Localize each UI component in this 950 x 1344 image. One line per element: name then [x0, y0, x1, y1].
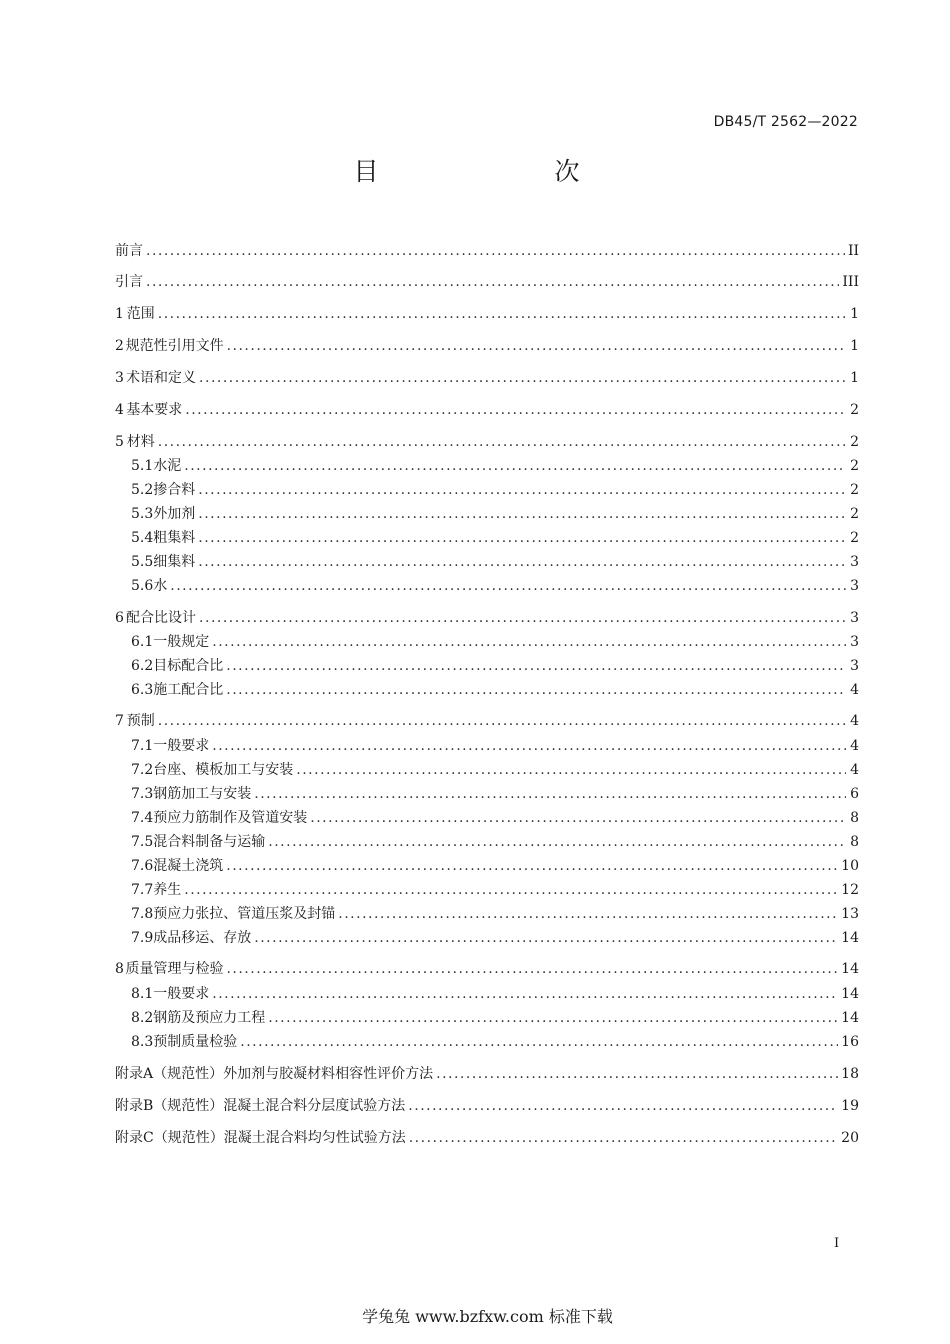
- toc-entry-label: 养生: [153, 882, 182, 898]
- toc-leader-dots: [436, 1064, 838, 1084]
- toc-entry[interactable]: [131, 504, 859, 524]
- toc-entry-label: 钢筋及预应力工程: [153, 1010, 266, 1026]
- toc-entry-label: 一般要求: [153, 986, 210, 1002]
- toc-leader-dots: [296, 760, 846, 780]
- toc-entry-label: 质量管理与检验: [125, 961, 224, 977]
- toc-entry-page: 19: [841, 1098, 859, 1114]
- toc-entry[interactable]: [131, 456, 859, 476]
- toc-entry-number: 7.2: [131, 762, 154, 778]
- toc-entry-page: 14: [841, 986, 859, 1002]
- toc-entry-number: 5.5: [131, 554, 154, 570]
- toc-entry[interactable]: [131, 632, 859, 652]
- toc-leader-dots: [310, 808, 846, 828]
- toc-leader-dots: [199, 368, 846, 388]
- toc-entry[interactable]: [115, 241, 859, 261]
- toc-leader-dots: [240, 1032, 838, 1052]
- toc-entry[interactable]: [115, 959, 859, 979]
- toc-entry[interactable]: [131, 880, 859, 900]
- toc-entry-page: 14: [841, 930, 859, 946]
- toc-entry-label: 预制: [126, 713, 155, 729]
- toc-entry-label: 钢筋加工与安装: [153, 786, 252, 802]
- toc-entry[interactable]: [115, 336, 859, 356]
- toc-entry-number: 8.1: [131, 986, 154, 1002]
- toc-entry-label: 术语和定义: [126, 370, 197, 386]
- toc-entry-page: 2: [850, 434, 859, 450]
- toc-entry[interactable]: [131, 680, 859, 700]
- toc-leader-dots: [158, 711, 846, 731]
- toc-entry-page: 3: [850, 578, 859, 594]
- toc-leader-dots: [146, 272, 839, 292]
- toc-leader-dots: [158, 304, 846, 324]
- toc-entry-number: 7.6: [131, 858, 154, 874]
- toc-entry[interactable]: [115, 711, 859, 731]
- toc-entry-page: 8: [850, 834, 859, 850]
- toc-leader-dots: [338, 904, 838, 924]
- toc-entry-label: 水: [153, 578, 168, 594]
- toc-entry-page: 18: [841, 1066, 859, 1082]
- toc-leader-dots: [212, 736, 846, 756]
- toc-entry-page: 1: [850, 338, 859, 354]
- toc-entry-number: 7.5: [131, 834, 154, 850]
- toc-entry-label: 一般规定: [153, 634, 210, 650]
- toc-entry-page: II: [847, 243, 859, 259]
- toc-entry-number: 5.2: [131, 482, 154, 498]
- toc-entry-label: 施工配合比: [153, 682, 224, 698]
- toc-entry[interactable]: [131, 576, 859, 596]
- toc-entry-number: 7.4: [131, 810, 154, 826]
- toc-entry[interactable]: [131, 856, 859, 876]
- toc-leader-dots: [170, 576, 846, 596]
- toc-entry-label: 混凝土浇筑: [153, 858, 224, 874]
- toc-entry-page: 4: [850, 682, 859, 698]
- toc-entry[interactable]: [131, 808, 859, 828]
- toc-entry-page: 1: [850, 370, 859, 386]
- toc-leader-dots: [254, 784, 846, 804]
- toc-entry-number: 5.3: [131, 506, 154, 522]
- toc-entry-label: 一般要求: [153, 738, 210, 754]
- toc-entry-page: 14: [841, 1010, 859, 1026]
- toc-leader-dots: [146, 241, 845, 261]
- toc-entry[interactable]: [115, 272, 859, 292]
- toc-leader-dots: [198, 504, 846, 524]
- toc-entry-label: 范围: [126, 306, 155, 322]
- toc-entry-number: 4: [115, 402, 124, 418]
- toc-leader-dots: [268, 1008, 838, 1028]
- toc-entry-page: 3: [850, 634, 859, 650]
- toc-entry-page: 3: [850, 610, 859, 626]
- toc-entry[interactable]: [115, 368, 859, 388]
- toc-entry-label: 预制质量检验: [153, 1034, 238, 1050]
- toc-entry-number: 1: [115, 306, 124, 322]
- toc-leader-dots: [185, 400, 846, 420]
- toc-entry[interactable]: [115, 400, 859, 420]
- toc-entry-number: 附录C（规范性）: [115, 1130, 224, 1146]
- page-number: I: [834, 1236, 840, 1251]
- toc-entry-number: 6.2: [131, 658, 154, 674]
- toc-entry[interactable]: [131, 904, 859, 924]
- toc-entry-label: 掺合料: [153, 482, 196, 498]
- toc-leader-dots: [254, 928, 838, 948]
- toc-leader-dots: [268, 832, 846, 852]
- toc-entry[interactable]: [131, 784, 859, 804]
- toc-entry-number: 5.1: [131, 458, 154, 474]
- toc-entry-number: 6.3: [131, 682, 154, 698]
- toc-entry-label: 规范性引用文件: [125, 338, 224, 354]
- toc-entry-label: 混合料制备与运输: [153, 834, 266, 850]
- toc-entry-page: 8: [850, 810, 859, 826]
- toc-entry-page: 2: [850, 402, 859, 418]
- toc-entry-page: 3: [850, 658, 859, 674]
- toc-entry-number: 2: [115, 338, 124, 354]
- toc-entry-page: 16: [841, 1034, 859, 1050]
- toc-leader-dots: [158, 432, 846, 452]
- toc-entry-number: 8: [115, 961, 124, 977]
- toc-entry[interactable]: [131, 552, 859, 572]
- toc-entry[interactable]: [131, 760, 859, 780]
- toc-entry-number: 6.1: [131, 634, 154, 650]
- toc-entry-number: 7.3: [131, 786, 154, 802]
- toc-entry-label: 成品移运、存放: [153, 930, 252, 946]
- toc-entry-label: 目标配合比: [153, 658, 224, 674]
- toc-entry-number: 7: [115, 713, 124, 729]
- page-title: 目 次: [353, 157, 622, 186]
- toc-entry[interactable]: [115, 432, 859, 452]
- toc-entry-number: 5.6: [131, 578, 154, 594]
- toc-leader-dots: [226, 959, 838, 979]
- toc-entry-page: 2: [850, 458, 859, 474]
- toc-entry-label: 材料: [126, 434, 155, 450]
- toc-leader-dots: [226, 680, 846, 700]
- toc-leader-dots: [184, 456, 846, 476]
- toc-leader-dots: [199, 608, 846, 628]
- toc-entry[interactable]: [115, 608, 859, 628]
- toc-leader-dots: [227, 336, 846, 356]
- table-of-contents: [115, 0, 859, 1200]
- toc-entry-label: 配合比设计: [126, 610, 197, 626]
- toc-entry-number: 7.8: [131, 906, 154, 922]
- toc-entry-page: 10: [841, 858, 859, 874]
- toc-entry-page: 4: [850, 738, 859, 754]
- toc-entry-label: 细集料: [153, 554, 196, 570]
- toc-entry-label: 台座、模板加工与安装: [153, 762, 294, 778]
- footer-watermark: 学兔兔 www.bzfxw.com 标准下载: [362, 1307, 613, 1326]
- toc-entry[interactable]: [131, 928, 859, 948]
- toc-leader-dots: [226, 856, 838, 876]
- toc-entry-label: 外加剂与胶凝材料相容性评价方法: [223, 1066, 434, 1082]
- toc-entry-page: 13: [841, 906, 859, 922]
- toc-leader-dots: [226, 656, 846, 676]
- toc-entry-label: 外加剂: [153, 506, 196, 522]
- toc-entry-label: 预应力张拉、管道压浆及封锚: [153, 906, 336, 922]
- toc-entry-number: 8.3: [131, 1034, 154, 1050]
- toc-entry-number: 7.7: [131, 882, 154, 898]
- toc-entry-page: 4: [850, 762, 859, 778]
- toc-entry[interactable]: [131, 528, 859, 548]
- toc-entry-number: 5: [115, 434, 124, 450]
- toc-entry-label: 引言: [115, 274, 143, 290]
- toc-entry[interactable]: [115, 304, 859, 324]
- toc-entry-page: 2: [850, 506, 859, 522]
- toc-entry[interactable]: [131, 1032, 859, 1052]
- toc-leader-dots: [198, 480, 846, 500]
- toc-entry[interactable]: [131, 984, 859, 1004]
- toc-leader-dots: [212, 632, 846, 652]
- toc-entry-label: 混凝土混合料分层度试验方法: [223, 1098, 406, 1114]
- toc-entry-number: 7.9: [131, 930, 154, 946]
- toc-leader-dots: [408, 1096, 838, 1116]
- toc-entry-page: 2: [850, 530, 859, 546]
- toc-entry-number: 8.2: [131, 1010, 154, 1026]
- toc-entry-number: 5.4: [131, 530, 154, 546]
- toc-entry-number: 3: [115, 370, 124, 386]
- toc-entry-page: 1: [850, 306, 859, 322]
- toc-entry-label: 预应力筋制作及管道安装: [153, 810, 308, 826]
- toc-entry[interactable]: [115, 1096, 859, 1116]
- toc-entry-page: 3: [850, 554, 859, 570]
- toc-leader-dots: [184, 880, 838, 900]
- toc-entry[interactable]: [131, 736, 859, 756]
- toc-entry-number: 7.1: [131, 738, 154, 754]
- toc-entry[interactable]: [131, 1008, 859, 1028]
- toc-entry-label: 水泥: [153, 458, 182, 474]
- toc-entry-page: 20: [841, 1130, 859, 1146]
- toc-entry-label: 粗集料: [153, 530, 196, 546]
- toc-entry-page: 4: [850, 713, 859, 729]
- toc-entry[interactable]: [131, 832, 859, 852]
- toc-leader-dots: [212, 984, 838, 1004]
- toc-entry-number: 6: [115, 610, 124, 626]
- toc-entry[interactable]: [115, 1128, 859, 1148]
- toc-entry-label: 混凝土混合料均匀性试验方法: [223, 1130, 406, 1146]
- toc-entry-page: III: [842, 274, 859, 290]
- toc-entry[interactable]: [131, 480, 859, 500]
- toc-entry-label: 基本要求: [126, 402, 183, 418]
- toc-leader-dots: [409, 1128, 838, 1148]
- toc-entry-page: 12: [841, 882, 859, 898]
- toc-entry-page: 2: [850, 482, 859, 498]
- toc-entry-page: 14: [841, 961, 859, 977]
- toc-entry-label: 前言: [115, 243, 143, 259]
- standard-code: DB45/T 2562—2022: [713, 114, 858, 130]
- toc-entry-page: 6: [850, 786, 859, 802]
- toc-leader-dots: [198, 528, 846, 548]
- toc-leader-dots: [198, 552, 846, 572]
- toc-entry-number: 附录A（规范性）: [115, 1066, 224, 1082]
- toc-entry-number: 附录B（规范性）: [115, 1098, 224, 1114]
- toc-entry[interactable]: [131, 656, 859, 676]
- toc-entry[interactable]: [115, 1064, 859, 1084]
